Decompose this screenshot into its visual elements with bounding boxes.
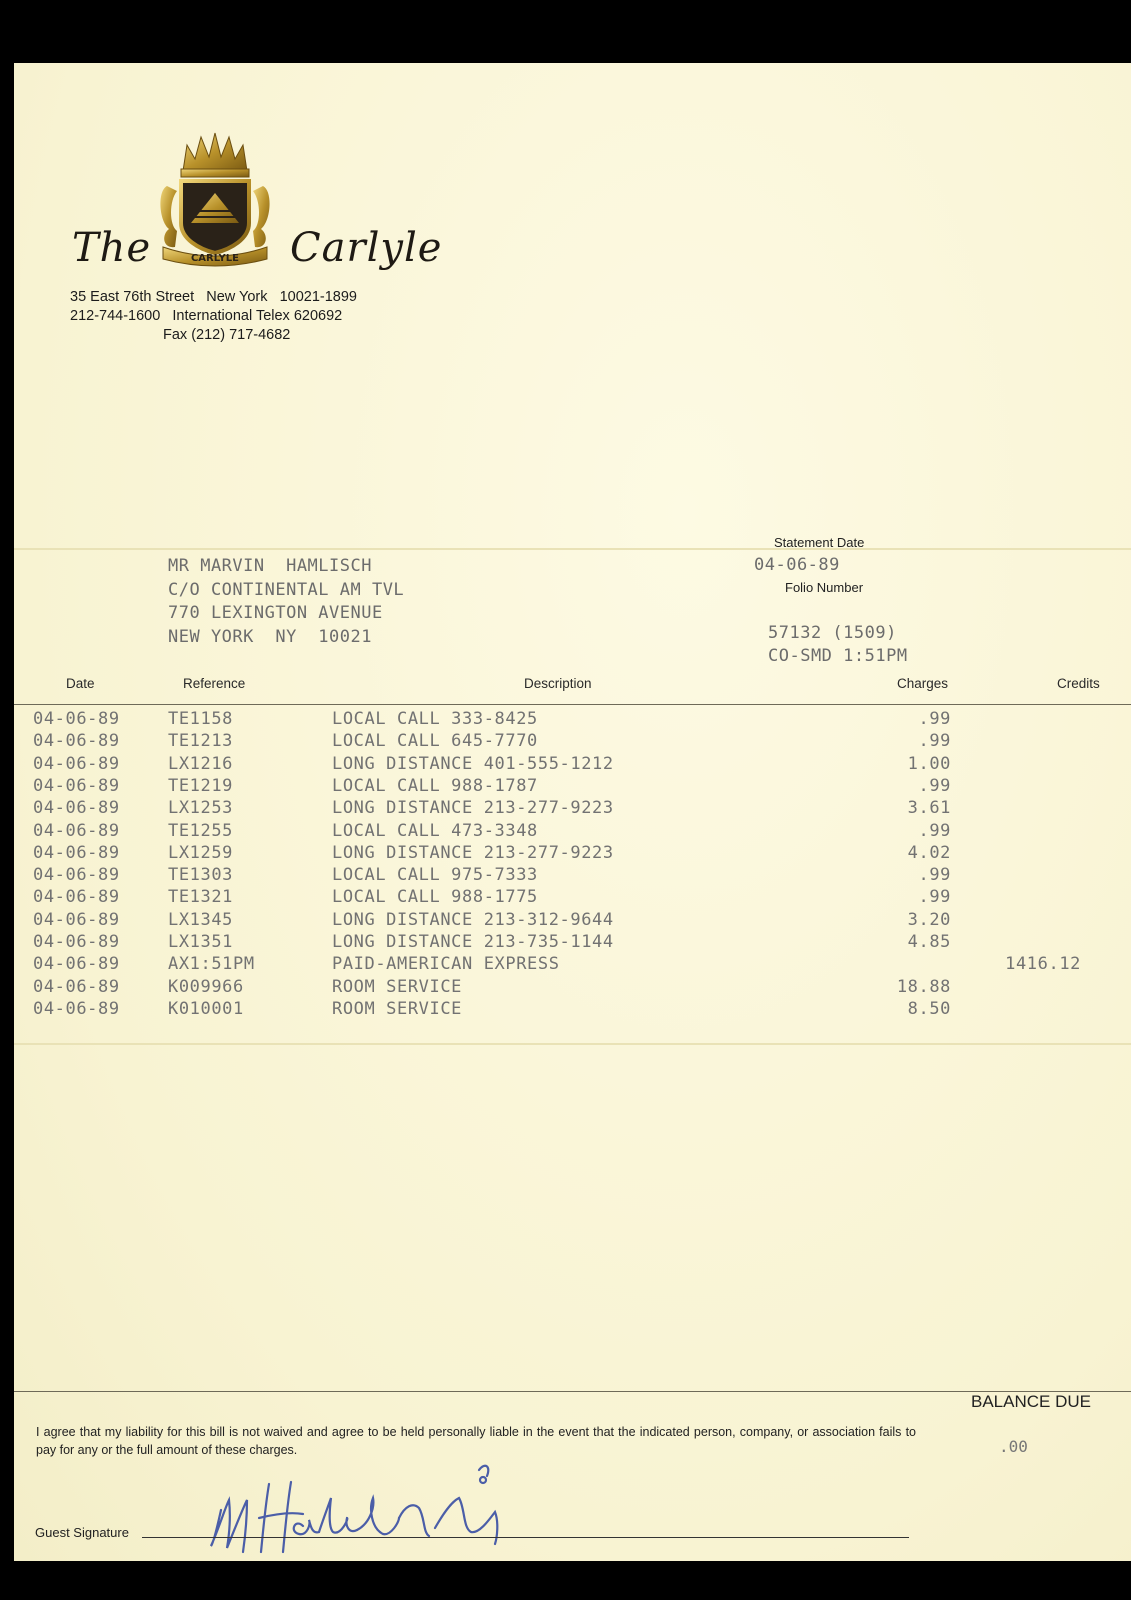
logo-script-carlyle: Carlyle <box>290 225 443 271</box>
table-row: 04-06-89 K009966 ROOM SERVICE 18.88 <box>33 976 951 997</box>
folio-number-label: Folio Number <box>785 580 864 595</box>
fold-line-bottom <box>14 1043 1131 1045</box>
fold-line-top <box>14 548 1131 550</box>
folio-number-value: 57132 (1509) <box>768 623 897 643</box>
table-row: 04-06-89 TE1255 LOCAL CALL 473-3348 .99 <box>33 820 951 841</box>
header-charges: Charges <box>897 676 949 691</box>
header-reference: Reference <box>183 676 246 691</box>
guest-signature-image <box>199 1448 519 1558</box>
guest-address <box>168 555 404 649</box>
guest-line-3: 770 LEXINGTON AVENUE <box>168 603 383 623</box>
table-row: 04-06-89 TE1303 LOCAL CALL 975-7333 .99 <box>33 865 951 886</box>
guest-line-2: C/O CONTINENTAL AM TVL <box>168 579 405 600</box>
table-row: 04-06-89 LX1253 LONG DISTANCE 213-277-9223 3.61 <box>33 798 951 819</box>
table-row: 04-06-89 K010001 ROOM SERVICE 8.50 <box>33 998 951 1019</box>
balance-due-value: .00 <box>999 1437 1028 1456</box>
table-header <box>14 676 1131 706</box>
guest-signature-label: Guest Signature <box>35 1525 129 1540</box>
guest-line-4: NEW YORK NY 10021 <box>168 626 372 647</box>
header-credits: Credits <box>1057 676 1100 691</box>
signature-line <box>142 1537 909 1538</box>
table-row: 04-06-89 TE1158 LOCAL CALL 333-8425 .99 <box>33 709 951 729</box>
footer-rule <box>14 1391 1131 1392</box>
header-date: Date <box>66 676 95 691</box>
logo-script-the: The <box>72 225 152 271</box>
folio-paper <box>14 63 1131 1561</box>
address-line-2: 212-744-1600 International Telex 620692 <box>70 308 343 324</box>
address-line-1: 35 East 76th Street New York 10021-1899 <box>70 289 357 305</box>
table-row: 04-06-89 TE1219 LOCAL CALL 988-1787 .99 <box>33 775 951 796</box>
crest-icon <box>155 131 275 271</box>
table-row: 04-06-89 LX1345 LONG DISTANCE 213-312-9644 3.20 <box>33 909 951 930</box>
liability-agreement: I agree that my liability for this bill is not waived and agree to be held personally liable in the event that the indicated person, company, or association fails to pay for any or the full amount of these charges. <box>36 1425 916 1457</box>
table-row: 04-06-89 TE1213 LOCAL CALL 645-7770 .99 <box>33 731 951 752</box>
header-rule <box>14 704 1131 705</box>
address-line-3: Fax (212) 717-4682 <box>163 327 291 343</box>
table-row: 04-06-89 AX1:51PM PAID-AMERICAN EXPRESS 1416.12 <box>33 954 1081 975</box>
table-row: 04-06-89 LX1216 LONG DISTANCE 401-555-1212 1.00 <box>33 753 951 774</box>
letterhead-logo <box>72 131 443 281</box>
header-description: Description <box>524 676 592 691</box>
table-row: 04-06-89 TE1321 LOCAL CALL 988-1775 .99 <box>33 887 951 908</box>
guest-line-1: MR MARVIN HAMLISCH <box>168 556 372 576</box>
crest-ribbon-text: CARLYLE <box>190 253 240 264</box>
table-row: 04-06-89 LX1351 LONG DISTANCE 213-735-1144 4.85 <box>33 932 951 952</box>
statement-date-label: Statement Date <box>774 535 865 550</box>
balance-due-label: BALANCE DUE <box>971 1392 1091 1411</box>
hotel-address <box>70 288 357 345</box>
statement-date-value: 04-06-89 <box>754 555 840 575</box>
table-row: 04-06-89 LX1259 LONG DISTANCE 213-277-9223 4.02 <box>33 842 951 863</box>
checkout-info: CO-SMD 1:51PM <box>768 646 908 666</box>
